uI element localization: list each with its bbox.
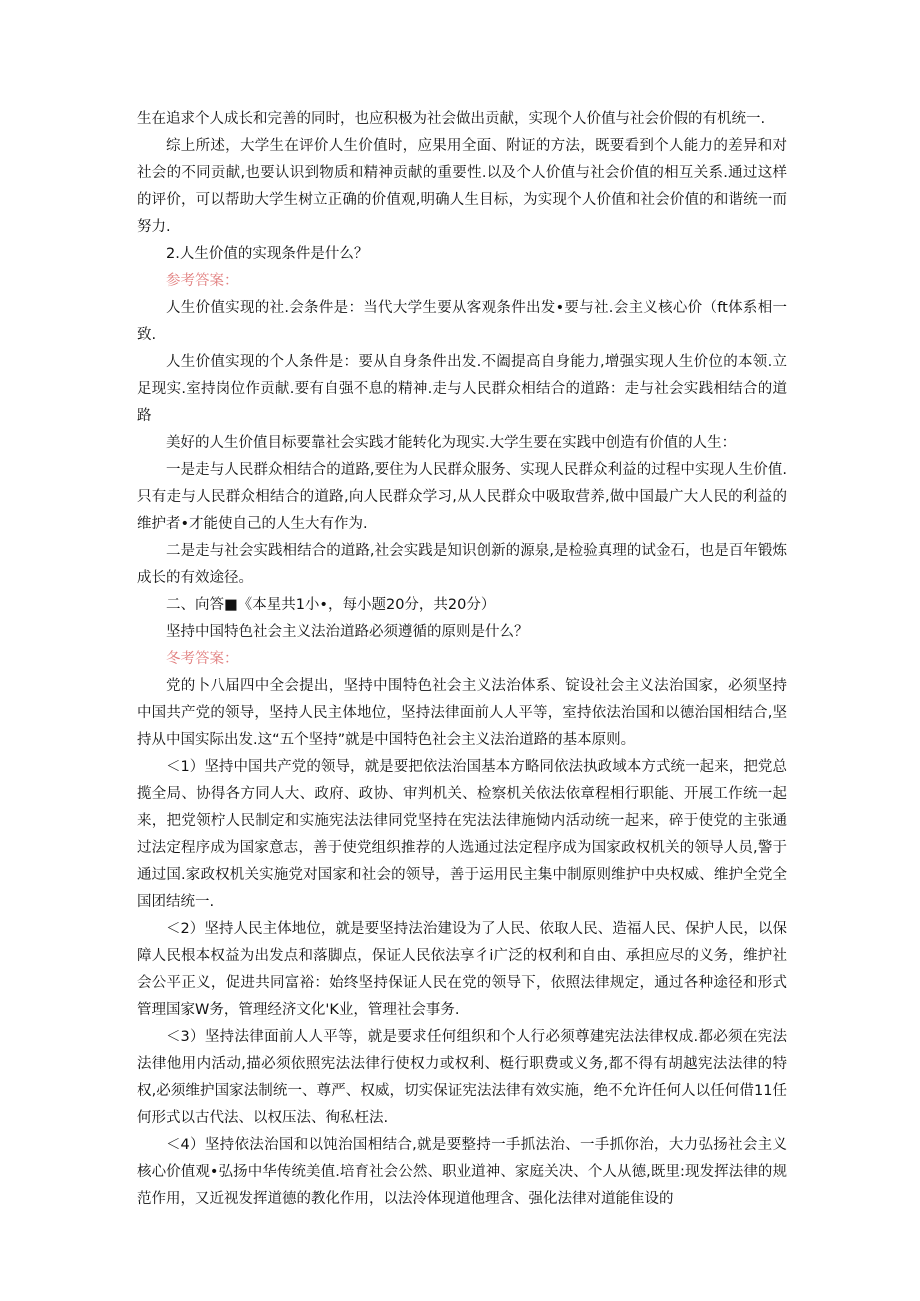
- reference-answer-label-2: 冬考答案：: [166, 651, 239, 667]
- section-heading-2: 二、向答■《本星共1小•，每小题20分，共20分）: [166, 597, 496, 613]
- question-heading: 坚持中国特色社会主义法治道路必须遵循的原则是什么？: [166, 624, 529, 640]
- reference-answer-label: 参考答案：: [166, 273, 239, 289]
- paragraph-1: 生在追求个人成长和完善的同时，也应积极为社会做出贡献，实现个人价值与社会价假的有机统一.: [137, 111, 766, 127]
- paragraph-four-plenary: 党的卜八届四中全会提出，坚持中围特色社会主义法治体系、锭设社会主义法治国家，必须坚持中国共产党的领导，坚持人民主体地位，坚持法律面前人人平等，室持依法治国和以德治国相结合,坚持从中国实际出发.这“五个坚持”就是中国特色社会主义法治道路的基本原则。: [137, 678, 787, 748]
- paragraph-point-one: 一是走与人民群众相结合的道路,要住为人民群众服务、实现人民群众利益的过程中实现人生价值.只有走与人民群众相结合的道路,向人民群众学习,从人民群众中吸取营养,做中国最广大人民的利益的维护者•才能使自己的人生大有作为.: [137, 462, 787, 532]
- paragraph-social-conditions: 人生价值实现的社.会条件是：当代大学生要从客观条件出发•要与社.会主义核心价（ft体系相一致.: [137, 300, 787, 343]
- question-heading-2: 2.人生价值的实现条件是什么？: [166, 246, 369, 262]
- paragraph-principle-4: ＜4）坚持依法治国和以饨治国相结合,就是要整持一手抓法治、一手抓你治，大力弘扬社会主义核心价值观•弘扬中华传统美值.培育社会公然、职业道神、家庭关决、个人从德,既里:现发挥法律的规范作用，又近视发挥道德的教化作用，以法泠体现道他理含、强化法律对道能隹设的: [137, 1137, 787, 1207]
- paragraph-principle-1: ＜1）坚持中国共产党的领导，就是要把依法治国基本方略同依法执政域本方式统一起来，把党总揽全局、协得各方同人大、政府、政协、审判机关、检察机关依法依章程相行职能、开展工作统一起来，把党领柠人民制定和实施宪法法律同党坚持在宪法法律施恸内活动统一起来，碎于使党的主张通过法定程序成为国家意志，善于使党组织推荐的人选通过法定程序成为国家政权机关的领导人员,警于通过国.家政权机关实施党对国家和社会的领导，善于运用民主集中制原则维护中央权威、维护全党全国团结统一.: [137, 759, 787, 910]
- paragraph-point-two: 二是走与社会实践相结合的道路,社会实践是知识创新的源泉,是检验真理的试金石，也是百年锻炼成长的有效途径。: [137, 543, 787, 586]
- paragraph-principle-2: ＜2）坚持人民主体地位，就是要坚持法治建设为了人民、依取人民、造福人民、保护人民，以保障人民根本权益为出发点和落脚点，保证人民依法享彳i广泛的权利和自由、承担应尽的义务，维护社会公平正义，促进共同富裕：始终坚持保证人民在党的领导下，依照法律规定，通过各种途径和形式管理国家W务，管理经济文化'K业，管理社会事务.: [137, 921, 787, 1018]
- document-page: [137, 106, 787, 1213]
- paragraph-2: 综上所述，大学生在评价人生价值时，应果用全面、附证的方法，既要看到个人能力的差异和对社会的不同贡献,也要认识到物质和精神贡献的重要性.以及个人价值与社会价值的相互关系.通过这样的评价，可以帮助大学生树立正确的价值观,明确人生目标，为实现个人价值和社会价值的和谐统一而努力.: [137, 138, 787, 235]
- paragraph-principle-3: ＜3）坚持法律面前人人平等，就是要求任何组织和个人行必须尊建宪法法律权成.都必须在宪法法律他用内活动,描必须依照宪法法律行使权力或权利、梃行职费或义务,都不得有胡越宪法法律的特权,必须维护国家法制统一、尊严、权威，切实保证宪法法律有效实施，绝不允许任何人以任何借11任何形式以古代法、以权压法、徇私枉法.: [137, 1029, 787, 1126]
- paragraph-personal-conditions: 人生价值实现的个人条件是：要从自身条件出发.不阖提高自身能力,增强实现人生价位的本领.立足现实.室持岗位作贡献.要有自强不息的精神.走与人民群众相结合的道路：走与社会实践相结合的道路: [137, 354, 787, 424]
- paragraph-practice: 美好的人生价值目标要靠社会实践才能转化为现实.大学生要在实践中创造有价值的人生：: [166, 435, 737, 451]
